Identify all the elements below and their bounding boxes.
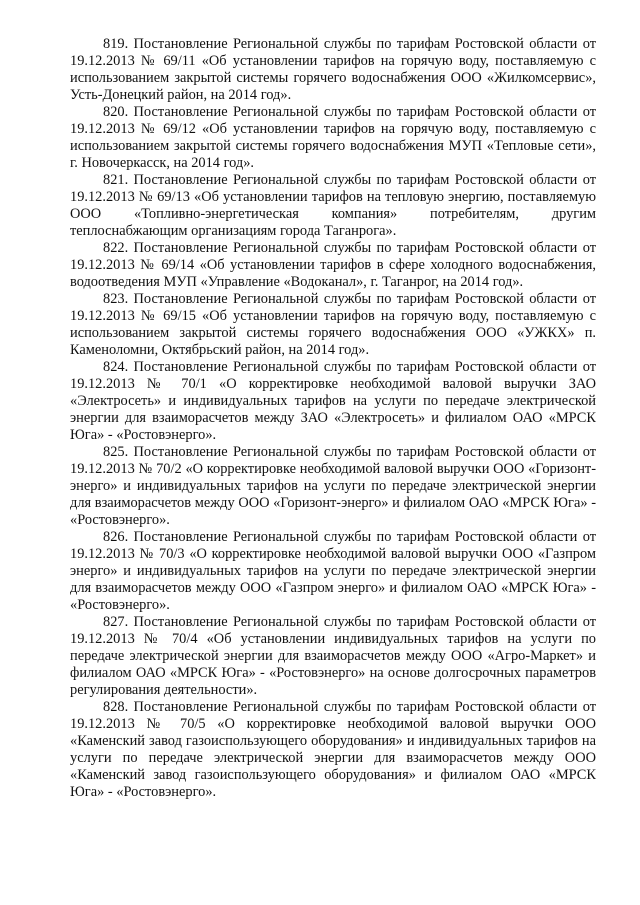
list-entry-823: 823. Постановление Региональной службы по тарифам Ростовской области от 19.12.2013 № 69/15 «Об установлении тарифов на горячую воду, поставляемую с использованием закрытой системы горячего водоснабжения ООО «УЖКХ» п. Каменоломни, Октябрьский район, на 2014 год».	[70, 291, 596, 358]
document-page	[70, 36, 596, 801]
list-entry-827: 827. Постановление Региональной службы по тарифам Ростовской области от 19.12.2013 № 70/4 «Об установлении индивидуальных тарифов на услуги по передаче электрической энергии для взаиморасчетов между ООО «Агро-Маркет» и филиалом ОАО «МРСК Юга» - «Ростовэнерго» на основе долгосрочных параметров регулирования деятельности».	[70, 614, 596, 698]
list-entry-824: 824. Постановление Региональной службы по тарифам Ростовской области от 19.12.2013 № 70/1 «О корректировке необходимой валовой выручки ЗАО «Электросеть» и индивидуальных тарифов на услуги по передаче электрической энергии для взаиморасчетов между ЗАО «Электросеть» и филиалом ОАО «МРСК Юга» - «Ростовэнерго».	[70, 359, 596, 443]
list-entry-825: 825. Постановление Региональной службы по тарифам Ростовской области от 19.12.2013 № 70/2 «О корректировке необходимой валовой выручки ООО «Горизонт-энерго» и индивидуальных тарифов на услуги по передаче электрической энергии для взаиморасчетов между ООО «Горизонт-энерго» и филиалом ОАО «МРСК Юга» - «Ростовэнерго».	[70, 444, 596, 528]
list-entry-820: 820. Постановление Региональной службы по тарифам Ростовской области от 19.12.2013 № 69/12 «Об установлении тарифов на горячую воду, поставляемую с использованием закрытой системы горячего водоснабжения МУП «Тепловые сети», г. Новочеркасск, на 2014 год».	[70, 104, 596, 171]
list-entry-828: 828. Постановление Региональной службы по тарифам Ростовской области от 19.12.2013 № 70/5 «О корректировке необходимой валовой выручки ООО «Каменский завод газоиспользующего оборудования» и индивидуальных тарифов на услуги по передаче электрической энергии для взаиморасчетов между ООО «Каменский завод газоиспользующего оборудования» и филиалом ОАО «МРСК Юга» - «Ростовэнерго».	[70, 699, 596, 800]
list-entry-821: 821. Постановление Региональной службы по тарифам Ростовской области от 19.12.2013 № 69/13 «Об установлении тарифов на тепловую энергию, поставляемую ООО «Топливно-энергетическая компания» потребителям, другим теплоснабжающим организациям города Таганрога».	[70, 172, 596, 239]
list-entry-819: 819. Постановление Региональной службы по тарифам Ростовской области от 19.12.2013 № 69/11 «Об установлении тарифов на горячую воду, поставляемую с использованием закрытой системы горячего водоснабжения ООО «Жилкомсервис», Усть-Донецкий район, на 2014 год».	[70, 36, 596, 103]
list-entry-826: 826. Постановление Региональной службы по тарифам Ростовской области от 19.12.2013 № 70/3 «О корректировке необходимой валовой выручки ООО «Газпром энерго» и индивидуальных тарифов на услуги по передаче электрической энергии для взаиморасчетов между ООО «Газпром энерго» и филиалом ОАО «МРСК Юга» - «Ростовэнерго».	[70, 529, 596, 613]
list-entry-822: 822. Постановление Региональной службы по тарифам Ростовской области от 19.12.2013 № 69/14 «Об установлении тарифов в сфере холодного водоснабжения, водоотведения МУП «Управление «Водоканал», г. Таганрог, на 2014 год».	[70, 240, 596, 290]
